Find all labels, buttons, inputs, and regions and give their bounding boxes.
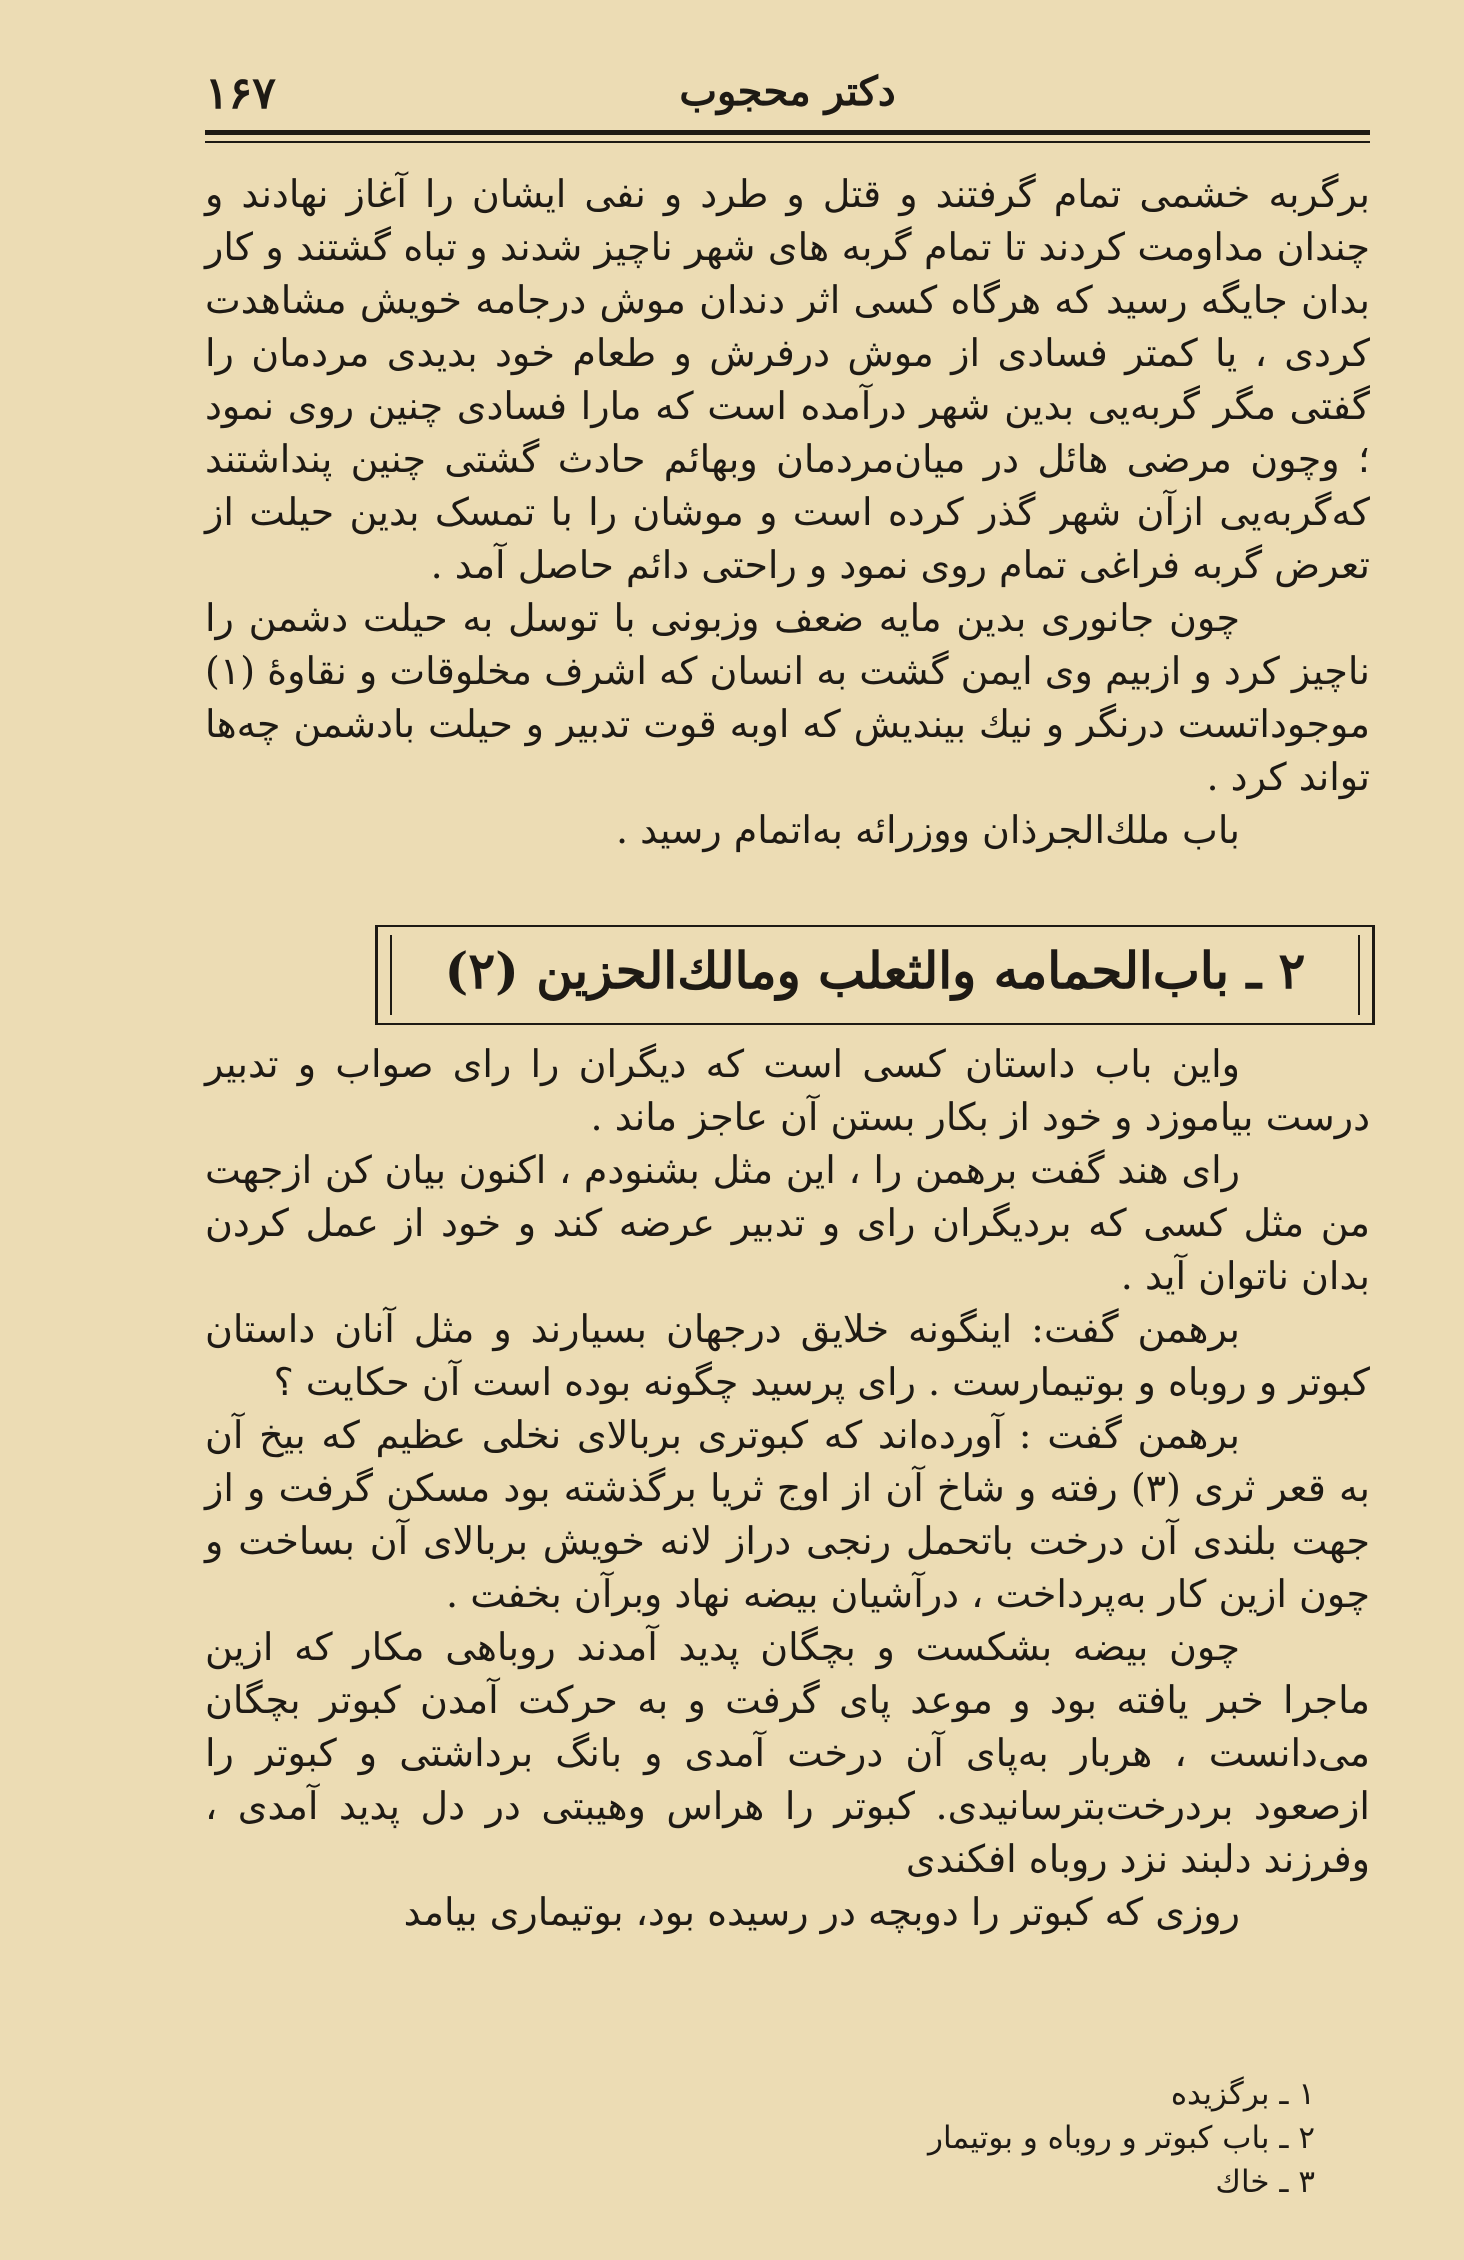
section-1-text [205, 168, 1370, 857]
paragraph: برهمن گفت: اینگونه خلایق درجهان بسیارند و مثل آنان داستان کبوتر و روباه و بوتیمارست . رای پرسید چگونه بوده است آن حکایت ؟ [205, 1307, 1370, 1404]
paragraph: باب ملك‌الجرذان ووزرائه به‌اتمام رسید . [615, 808, 1240, 852]
paragraph: برگربه خشمی تمام گرفتند و قتل و طرد و نفی ایشان را آغاز نهادند و چندان مداومت کردند تا تمام گربه های شهر ناچیز شدند و تباه گشتند و کار بدان جایگه رسید که هرگاه کسی اثر دندان موش درجامه خویش مشاهدت کردی ، یا کمتر فسادی از موش درفرش و طعام خود بدیدی مردمان را گفتی مگر گربه‌یی بدین شهر درآمده است که مارا فسادی چنین روی نمود ؛ وچون مرضی هائل در میان‌مردمان وبهائم حادث گشتی چنین پنداشتند که‌گربه‌یی ازآن شهر گذر کرده است و موشان را با تمسک بدین حیلت از تعرض گربه فراغی تمام روی نمود و راحتی دائم حاصل آمد . [205, 172, 1370, 587]
paragraph: چون بیضه بشکست و بچگان پدید آمدند روباهی مکار که ازین ماجرا خبر یافته بود و موعد پای گرفت و به حرکت آمدن کبوتر بچگان می‌دانست ، هربار به‌پای آن درخت آمدی و بانگ برداشتی و کبوتر را ازصعود بردرخت‌بترسانیدی. کبوتر را هراس وهیبتی در دل پدید آمدی ، وفرزند دلبند نزد روباه افکندی [205, 1625, 1370, 1881]
header-rule-thick [205, 130, 1370, 135]
chapter-heading-box [375, 925, 1375, 1025]
running-title: دکتر محجوب [679, 68, 896, 115]
footnote: ۲ ـ باب کبوتر و روباه و بوتیمار [928, 2120, 1315, 2156]
header-rule-thin [205, 141, 1370, 143]
footnotes [205, 2072, 1315, 2204]
chapter-title: ۲ ـ باب‌الحمامه والثعلب ومالك‌الحزین (۲) [444, 941, 1306, 1000]
paragraph: واین باب داستان کسی است که دیگران را رای صواب و تدبیر درست بیاموزد و خود از بکار بستن آن عاجز ماند . [205, 1042, 1370, 1139]
footnote: ۳ ـ خاك [1215, 2164, 1315, 2200]
footnote: ۱ ـ برگزیده [1170, 2076, 1315, 2112]
paragraph: روزی که کبوتر را دوبچه در رسیده بود، بوتیماری بیامد [403, 1890, 1240, 1934]
paragraph: رای هند گفت برهمن را ، این مثل بشنودم ، اکنون بیان کن ازجهت من مثل کسی که بردیگران رای و تدبیر عرضه کند و خود از عمل کردن بدان ناتوان آید . [205, 1148, 1370, 1298]
paragraph: برهمن گفت : آورده‌اند که کبوتری بربالای نخلی عظیم که بیخ آن به قعر ثری (۳) رفته و شاخ آن از اوج ثریا برگذشته بود مسکن گرفت و از جهت بلندی آن درخت باتحمل رنجی دراز لانه خویش بربالای آن بساخت و چون ازین کار به‌پرداخت ، درآشیان بیضه نهاد وبرآن بخفت . [205, 1413, 1370, 1616]
page-header [205, 60, 1370, 130]
section-2-text [205, 1038, 1370, 1939]
paragraph: چون جانوری بدین مایه ضعف وزبونی با توسل به حیلت دشمن را ناچیز کرد و ازبیم وی ایمن گشت به انسان که اشرف مخلوقات و نقاوهٔ (۱) موجوداتست درنگر و نیك بیندیش که اوبه قوت تدبیر و حیلت بادشمن چه‌ها تواند کرد . [205, 596, 1370, 799]
page-number: ۱۶۷ [205, 68, 276, 119]
